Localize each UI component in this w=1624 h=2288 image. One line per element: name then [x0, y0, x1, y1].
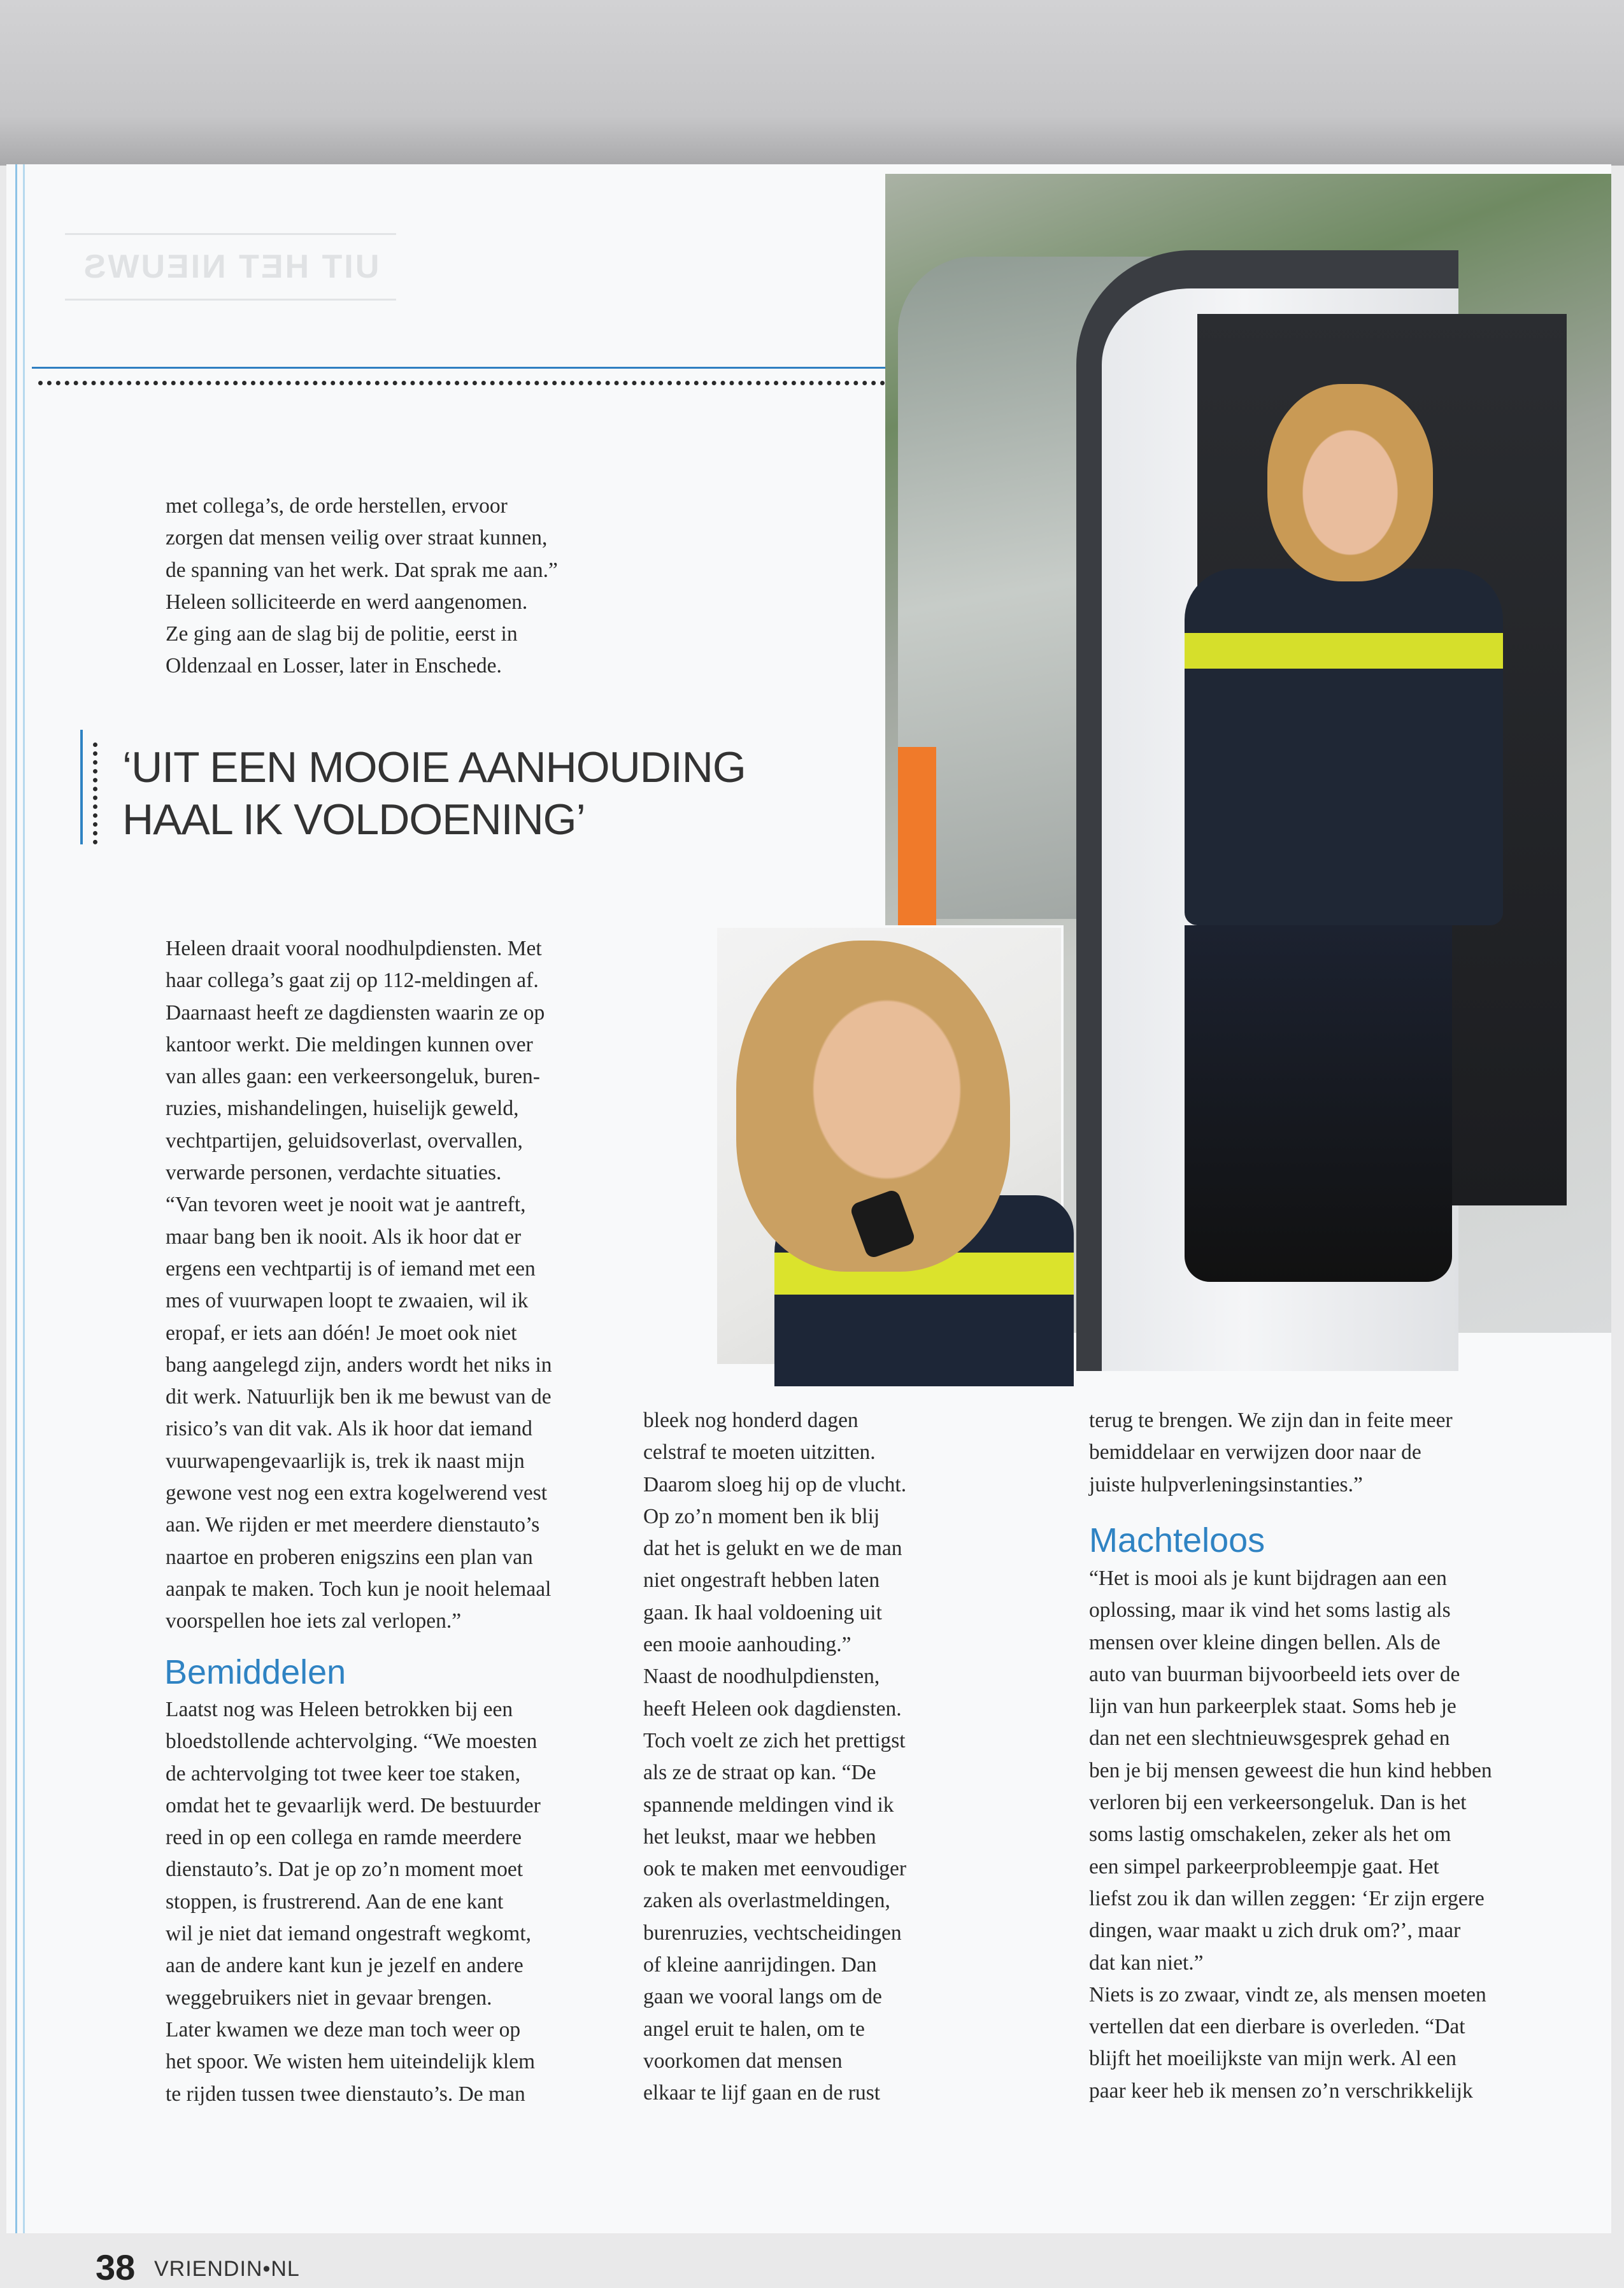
- heading-machteloos: Machteloos: [1089, 1521, 1265, 1560]
- blue-rule: [32, 367, 888, 369]
- photo-officer-with-radio: [715, 925, 1064, 1367]
- dotted-rule: [38, 381, 885, 385]
- magazine-name: VRIENDIN•NL: [154, 2257, 300, 2281]
- scanner-background: [0, 0, 1624, 166]
- page-number: 38: [96, 2247, 136, 2287]
- page-edge-line: [23, 164, 25, 2233]
- magazine-page: [6, 164, 1611, 2287]
- photo-officer-legs: [1185, 925, 1452, 1282]
- photo-officer-head: [1267, 384, 1433, 581]
- pull-quote-text: ‘UIT EEN MOOIE AANHOUDING HAAL IK VOLDOENING’: [122, 743, 746, 844]
- heading-bemiddelen: Bemiddelen: [164, 1653, 346, 1691]
- page-edge-line: [15, 164, 17, 2233]
- machteloos-text: “Het is mooi als je kunt bijdragen aan een oplossing, maar ik vind het soms lastig als mensen over kleine dingen bellen. Als de auto van buurman bijvoorbeeld iets over de lijn van hun parkeerplek staat. Soms heb je dan net een slechtnieuwsgesprek gehad en ben je bij mensen geweest die hun kind hebben verloren bij een verkeersongeluk. Dan is het soms lastig omschakelen, zeker als het om een simpel parkeerprobleempje gaat. Het liefst zou ik dan willen zeggen: ‘Er zijn ergere dingen, waar maakt u zich druk om?’, maar dat kan niet.” Niets is zo zwaar, vindt ze, als mensen moeten vertellen dat een dierbare is overleden. “Dat blijft het moeilijkste van mijn werk. Al een paar keer heb ik mensen zo’n verschrikkelijk: [1089, 1567, 1492, 2103]
- intro-paragraph: met collega’s, de orde herstellen, ervoor zorgen dat mensen veilig over straat kunnen, de spanning van het werk. Dat sprak me aan.” Heleen solliciteerde en werd aangenomen. Ze ging aan de slag bij de politie, eerst in Oldenzaal en Losser, later in Enschede.: [166, 494, 558, 678]
- pull-quote: [80, 730, 860, 844]
- section-banner: [65, 233, 396, 301]
- pull-quote-dots: [93, 743, 97, 844]
- right-column-top-text: terug te brengen. We zijn dan in feite meer bemiddelaar en verwijzen door naar de juiste hulpverleningsinstanties.”: [1089, 1409, 1453, 1496]
- middle-column-text: bleek nog honderd dagen celstraf te moeten uitzitten. Daarom sloeg hij op de vlucht. Op zo’n moment ben ik blij dat het is gelukt en we de man niet ongestraft hebben laten gaan. Ik haal voldoening uit een mooie aanhouding.” Naast de noodhulpdiensten, heeft Heleen ook dagdiensten. Toch voelt ze zich het prettigst als ze de straat op kan. “De spannende meldingen vind ik het leukst, maar we hebben ook te maken met eenvoudiger zaken als overlastmeldingen, burenruzies, vechtscheidingen of kleine aanrijdingen. Dan gaan we vooral langs om de angel eruit te halen, om te voorkomen dat mensen elkaar te lijf gaan en de rust: [643, 1409, 907, 2105]
- bemiddelen-text: Laatst nog was Heleen betrokken bij een bloedstollende achtervolging. “We moesten de achtervolging tot twee keer toe staken, omdat het te gevaarlijk werd. De bestuurder reed in op een collega en ramde meerdere dienstauto’s. Dat je op zo’n moment moet stoppen, is frustrerend. Aan de ene kant wil je niet dat iemand ongestraft wegkomt, aan de andere kant kun je jezelf en andere weggebruikers niet in gevaar brengen. Later kwamen we deze man toch weer op het spoor. We wisten hem uiteindelijk klem te rijden tussen twee dienstauto’s. De man: [166, 1698, 541, 2106]
- left-column-text: Heleen draait vooral noodhulpdiensten. Met haar collega’s gaat zij op 112-meldingen af. Daarnaast heeft ze dagdiensten waarin ze op kantoor werkt. Die meldingen kunnen over van alles gaan: een verkeersongeluk, buren- ruzies, mishandelingen, huiselijk geweld, vechtpartijen, geluidsoverlast, overvallen, verwarde personen, verdachte situaties. “Van tevoren weet je nooit wat je aantreft, maar bang ben ik nooit. Als ik hoor dat er ergens een vechtpartij is of iemand met een mes of vuurwapen loopt te zwaaien, wil ik eropaf, er iets aan dóén! Je moet ook niet bang aangelegd zijn, anders wordt het niks in dit werk. Natuurlijk ben ik me bewust van de risico’s van dit vak. Als ik hoor dat iemand vuurwapengevaarlijk is, trek ik naast mijn gewone vest nog een extra kogelwerend vest aan. We rijden er met meerdere dienstauto’s naartoe en proberen enigszins een plan van aanpak te maken. Toch kun je nooit helemaal voorspellen hoe iets zal verlopen.”: [166, 937, 552, 1633]
- photo-officer-uniform: [1185, 569, 1503, 925]
- section-banner-text: UIT HET NIEUWS: [82, 248, 380, 285]
